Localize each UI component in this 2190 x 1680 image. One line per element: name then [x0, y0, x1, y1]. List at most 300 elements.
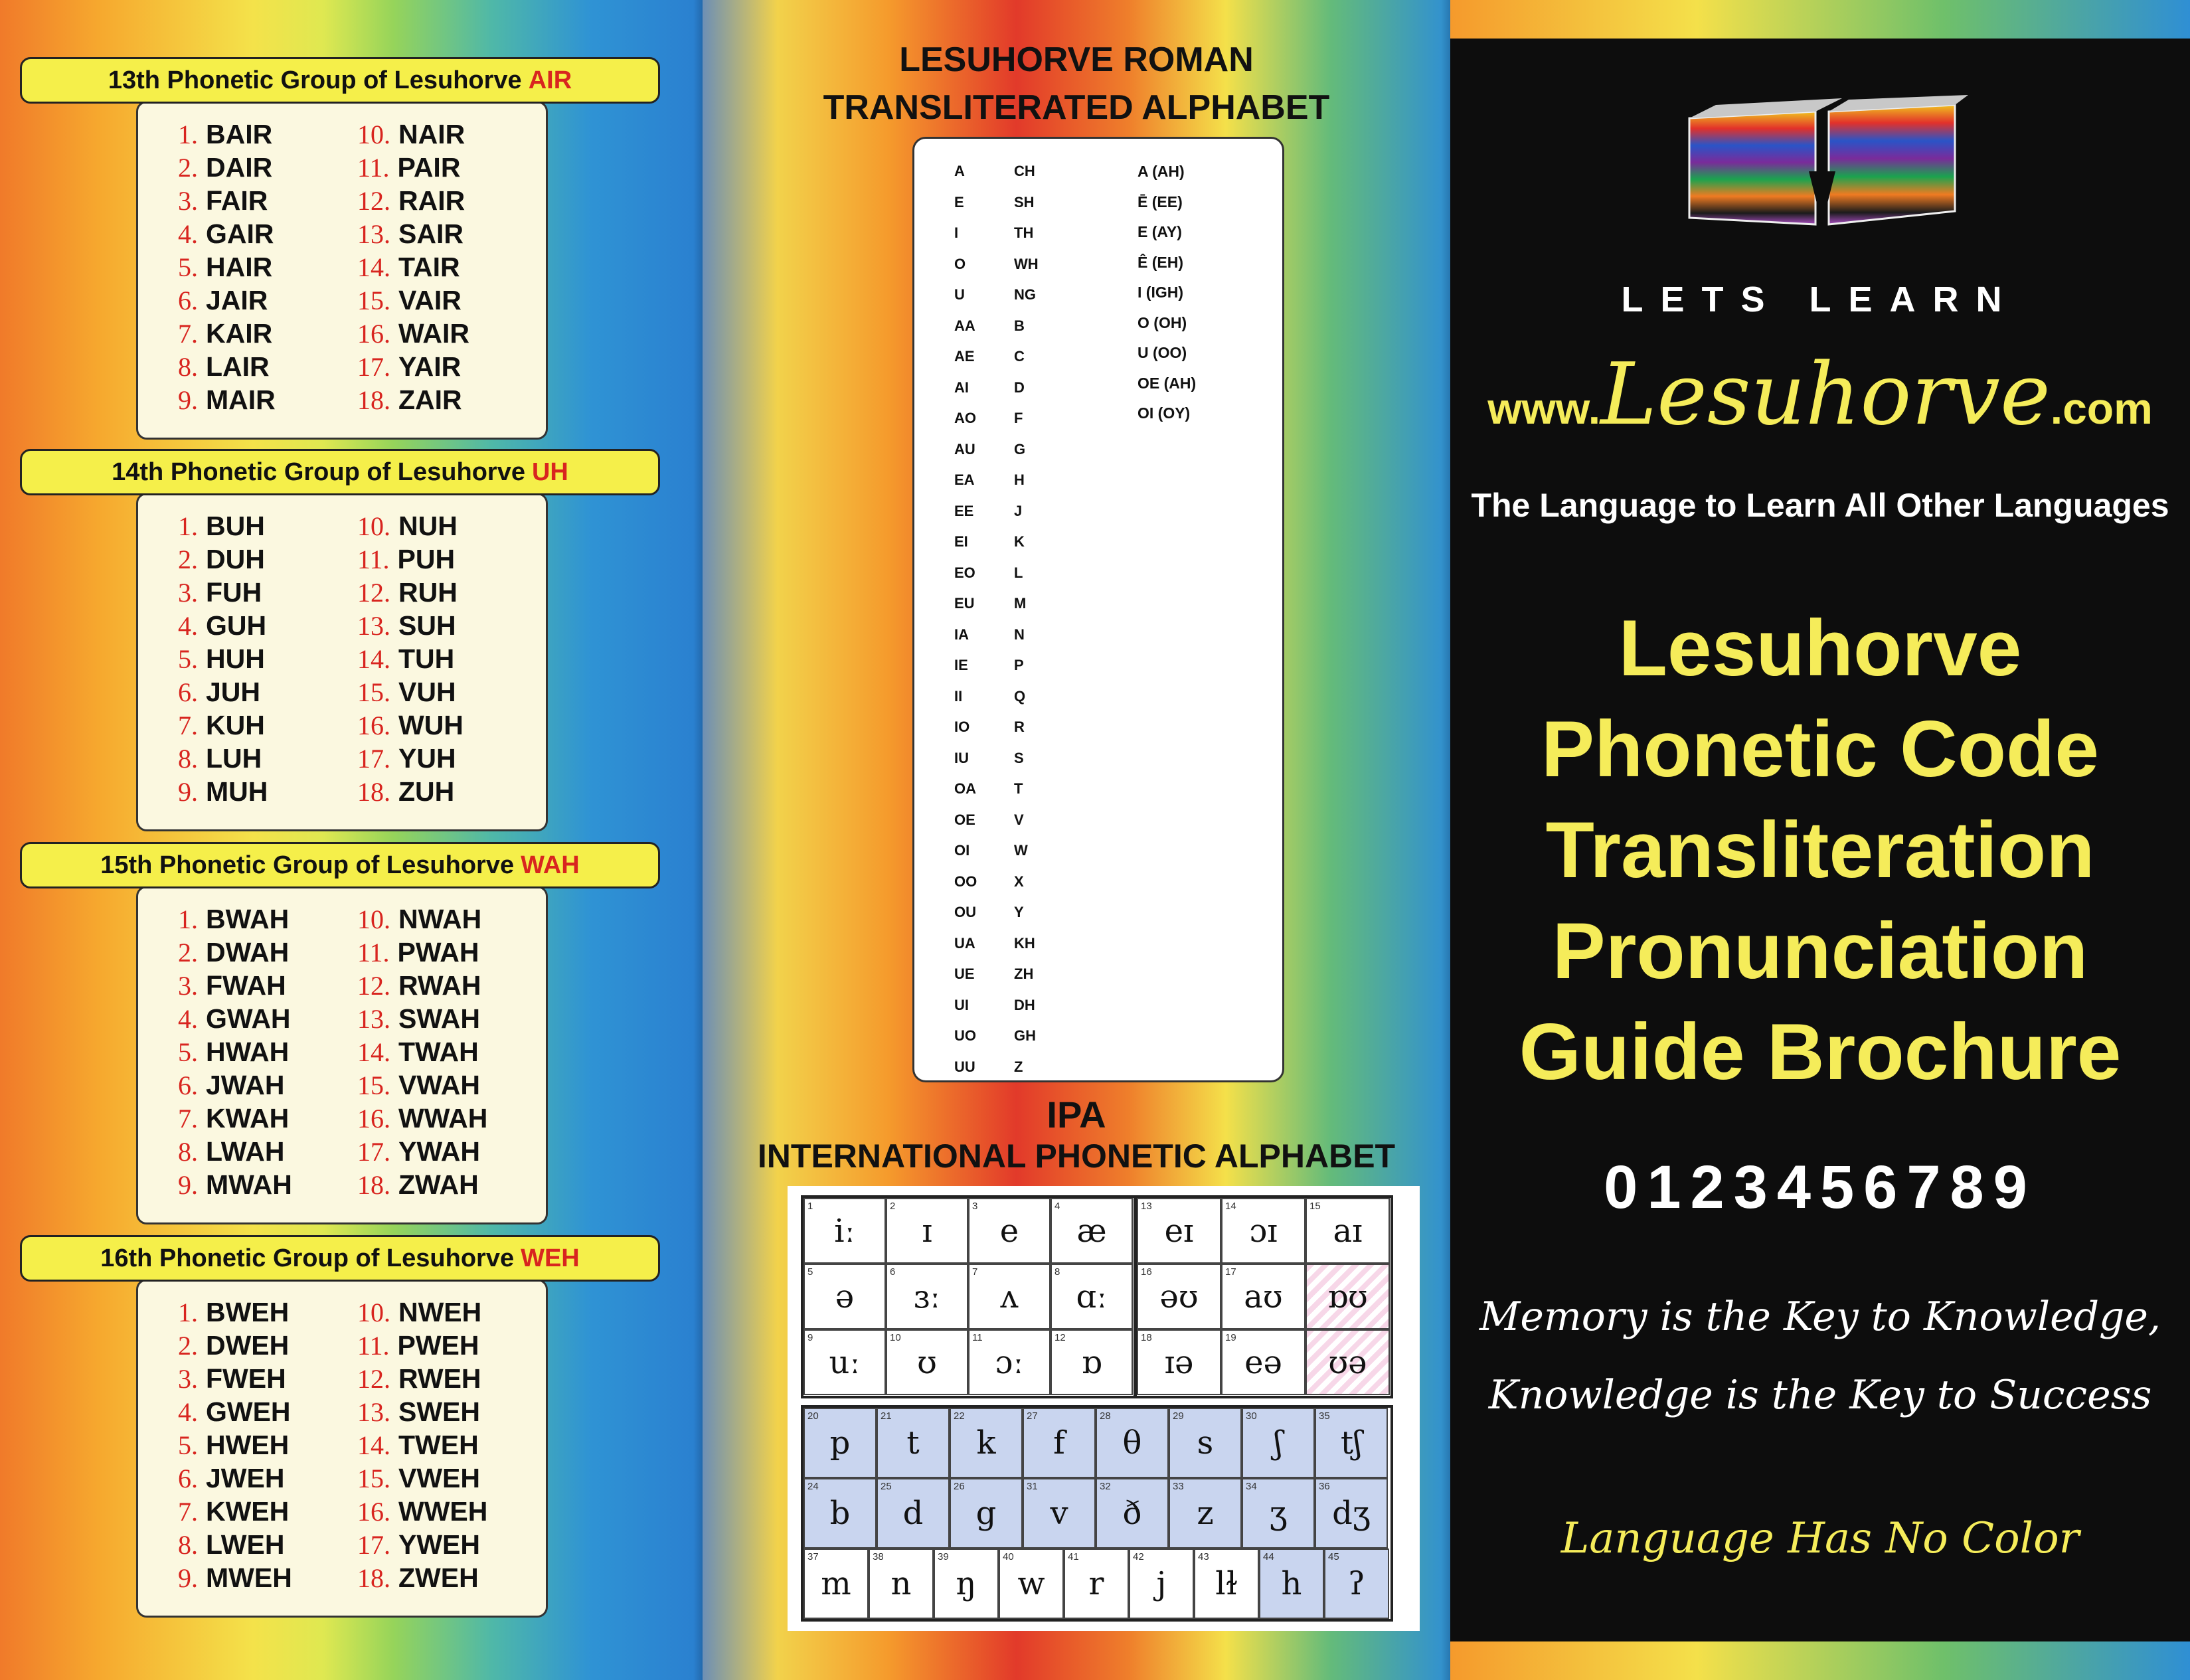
- alphabet-letter: OO: [954, 873, 977, 890]
- ipa-cell: [1137, 1198, 1221, 1264]
- ipa-cell: [1064, 1549, 1129, 1619]
- site-suffix: .com: [2050, 384, 2153, 433]
- list-item: [178, 118, 276, 151]
- item-number: 13.: [357, 611, 390, 641]
- ipa-cell-number: 41: [1068, 1551, 1079, 1562]
- ipa-cell: [1324, 1549, 1389, 1619]
- ipa-cell-number: 36: [1319, 1481, 1330, 1492]
- ipa-symbol: ʊə: [1328, 1343, 1367, 1381]
- ipa-cell: [1137, 1264, 1221, 1329]
- item-number: 15.: [357, 1464, 390, 1493]
- list-item: [178, 217, 276, 250]
- alphabet-letter: Q: [1014, 687, 1026, 705]
- ipa-cell: [950, 1408, 1023, 1478]
- item-word: YUH: [398, 743, 456, 774]
- list-item: [357, 1528, 487, 1561]
- brochure-title-line: Pronunciation: [1552, 906, 2088, 995]
- ipa-cell-number: 35: [1319, 1410, 1330, 1422]
- ipa-cell: [934, 1549, 999, 1619]
- list-item: [357, 642, 463, 675]
- item-number: 11.: [357, 545, 390, 574]
- item-word: PWAH: [397, 937, 479, 967]
- item-number: 14.: [357, 252, 390, 282]
- item-word: SUH: [398, 610, 456, 641]
- item-number: 3.: [178, 1364, 198, 1394]
- list-item: [178, 1495, 292, 1528]
- ipa-cell: [1315, 1478, 1388, 1549]
- list-item: [178, 936, 292, 969]
- alphabet-letter: S: [1014, 749, 1024, 766]
- list-item: [178, 1068, 292, 1102]
- item-number: 5.: [178, 1037, 198, 1067]
- item-number: 14.: [357, 1430, 390, 1460]
- alphabet-letter: IE: [954, 657, 968, 673]
- ipa-symbol: b: [829, 1495, 851, 1532]
- ipa-symbol: z: [1197, 1495, 1214, 1532]
- ipa-cell-number: 31: [1027, 1481, 1038, 1492]
- list-item: [178, 1528, 292, 1561]
- ipa-cell: [999, 1549, 1064, 1619]
- list-item: [178, 1561, 292, 1594]
- ipa-symbol: θ: [1122, 1424, 1142, 1462]
- ipa-symbol: aʊ: [1244, 1278, 1283, 1315]
- alphabet-letter: IO: [954, 718, 970, 735]
- list-item: [357, 576, 463, 609]
- item-number: 5.: [178, 1430, 198, 1460]
- ipa-cell: [950, 1478, 1023, 1549]
- ipa-symbol: eə: [1244, 1343, 1282, 1381]
- ipa-cell-number: 45: [1328, 1551, 1339, 1562]
- ipa-cell-number: 32: [1100, 1481, 1111, 1492]
- ipa-cell-number: 18: [1141, 1332, 1152, 1343]
- rainbow-strip-bottom: [1450, 1641, 2190, 1680]
- alphabet-box: [912, 137, 1284, 1082]
- item-number: 8.: [178, 744, 198, 774]
- alphabet-letter: ZH: [1014, 966, 1034, 982]
- ipa-symbol: ɜː: [913, 1278, 941, 1315]
- list-item: [357, 902, 487, 936]
- list-item: [357, 1135, 487, 1168]
- list-item: [357, 184, 469, 217]
- item-word: NAIR: [398, 119, 465, 149]
- group-word-list: [136, 493, 548, 831]
- alphabet-letter: D: [1014, 378, 1025, 396]
- item-word: WWAH: [398, 1103, 488, 1134]
- ipa-symbol: v: [1050, 1495, 1068, 1532]
- ipa-cell: [1194, 1549, 1259, 1619]
- item-word: BAIR: [206, 119, 273, 149]
- ipa-symbol: ʃ: [1274, 1424, 1283, 1462]
- ipa-symbol: ɪ: [922, 1212, 932, 1250]
- ipa-cell: [1315, 1408, 1388, 1478]
- motto-line1: Memory is the Key to Knowledge,: [1479, 1294, 2161, 1340]
- alphabet-letter: M: [1014, 595, 1027, 612]
- item-number: 18.: [357, 1170, 390, 1200]
- item-word: BUH: [206, 511, 265, 541]
- ipa-symbol: ð: [1122, 1495, 1142, 1532]
- alphabet-letter: E (AY): [1137, 223, 1182, 240]
- ipa-cell: [968, 1329, 1051, 1395]
- item-number: 9.: [178, 777, 198, 807]
- ipa-chart: [788, 1186, 1420, 1631]
- ipa-cell-number: 11: [972, 1332, 983, 1343]
- list-item: [357, 317, 469, 350]
- item-number: 16.: [357, 1497, 390, 1527]
- ipa-cell-number: 17: [1225, 1266, 1236, 1278]
- item-number: 18.: [357, 385, 390, 415]
- brochure-title-line: Guide Brochure: [1519, 1007, 2122, 1096]
- ipa-cell-number: 19: [1225, 1332, 1236, 1343]
- item-word: BWAH: [206, 904, 290, 934]
- group-column-1: [178, 118, 276, 416]
- alphabet-letter: EA: [954, 471, 975, 488]
- item-word: DAIR: [206, 152, 273, 183]
- group-title-text: 16th Phonetic Group of Lesuhorve: [100, 1244, 515, 1272]
- ipa-cell: [803, 1198, 886, 1264]
- item-word: RWAH: [398, 970, 481, 1001]
- rainbow-strip-top: [1450, 0, 2190, 39]
- ipa-diphthongs-grid: [1134, 1195, 1393, 1398]
- item-number: 12.: [357, 971, 390, 1001]
- ipa-symbol: p: [829, 1424, 851, 1462]
- list-item: [178, 509, 268, 543]
- item-number: 7.: [178, 1497, 198, 1527]
- group-title: [20, 449, 660, 495]
- list-item: [357, 775, 463, 808]
- alphabet-letter: OE: [954, 811, 975, 828]
- item-number: 6.: [178, 677, 198, 707]
- ipa-symbol: ʊ: [917, 1343, 937, 1381]
- item-number: 3.: [178, 578, 198, 608]
- item-number: 11.: [357, 1331, 390, 1361]
- ipa-cell: [1051, 1264, 1133, 1329]
- item-number: 11.: [357, 153, 390, 183]
- group-title-highlight: UH: [531, 458, 568, 486]
- alphabet-letter: C: [1014, 348, 1025, 365]
- ipa-symbol: aɪ: [1333, 1212, 1363, 1250]
- item-word: VWEH: [398, 1463, 480, 1493]
- alphabet-letter: J: [1014, 502, 1023, 519]
- ipa-cell-number: 28: [1100, 1410, 1111, 1422]
- item-number: 1.: [178, 904, 198, 934]
- ipa-symbol: æ: [1076, 1212, 1107, 1250]
- item-number: 13.: [357, 1004, 390, 1034]
- ipa-symbol: ə: [835, 1278, 855, 1315]
- item-word: KUH: [206, 710, 265, 740]
- ipa-cell: [1221, 1198, 1306, 1264]
- alphabet-letter: UI: [954, 996, 969, 1013]
- list-item: [178, 350, 276, 383]
- item-number: 10.: [357, 1298, 390, 1327]
- alphabet-letter: Ê (EH): [1137, 253, 1183, 271]
- item-word: YWEH: [398, 1529, 480, 1560]
- alphabet-letter: F: [1014, 410, 1023, 426]
- alphabet-letter: UO: [954, 1027, 976, 1044]
- list-item: [178, 742, 268, 775]
- ipa-cell-number: 38: [873, 1551, 884, 1562]
- item-word: MAIR: [206, 384, 276, 415]
- alphabet-letter: O (OH): [1137, 313, 1187, 331]
- item-word: JUH: [206, 677, 261, 707]
- item-word: PAIR: [397, 152, 461, 183]
- ipa-symbol: n: [890, 1565, 912, 1602]
- alphabet-letter: G: [1014, 440, 1026, 458]
- ipa-cell: [869, 1549, 934, 1619]
- ipa-cell: [803, 1329, 886, 1395]
- list-item: [178, 709, 268, 742]
- ipa-cell: [1169, 1408, 1242, 1478]
- item-word: MWAH: [206, 1169, 292, 1200]
- item-number: 2.: [178, 1331, 198, 1361]
- list-item: [178, 1168, 292, 1201]
- item-number: 12.: [357, 578, 390, 608]
- alphabet-letter: W: [1014, 842, 1028, 859]
- ipa-cell: [803, 1478, 877, 1549]
- item-number: 1.: [178, 1298, 198, 1327]
- list-item: [357, 1035, 487, 1068]
- ipa-symbol: s: [1197, 1424, 1214, 1462]
- ipa-cell: [968, 1198, 1051, 1264]
- item-number: 17.: [357, 744, 390, 774]
- alphabet-letter: OU: [954, 904, 976, 920]
- ipa-symbol: m: [821, 1565, 851, 1602]
- ipa-cell: [1306, 1264, 1390, 1329]
- item-number: 16.: [357, 1104, 390, 1134]
- item-number: 1.: [178, 511, 198, 541]
- group-column-2: [357, 509, 463, 808]
- alphabet-consonants-column: [1014, 156, 1039, 1082]
- item-number: 2.: [178, 153, 198, 183]
- list-item: [357, 742, 463, 775]
- ipa-symbol: ʒ: [1269, 1495, 1288, 1532]
- ipa-symbol: w: [1017, 1565, 1045, 1602]
- alphabet-letter: GH: [1014, 1027, 1036, 1044]
- ipa-symbol: ʔ: [1348, 1565, 1365, 1602]
- ipa-cell-number: 7: [972, 1266, 978, 1278]
- ipa-cell-number: 25: [881, 1481, 892, 1492]
- item-word: KAIR: [206, 318, 273, 349]
- item-number: 14.: [357, 644, 390, 674]
- alphabet-letter: Ē (EE): [1137, 193, 1183, 210]
- ipa-cell-number: 42: [1133, 1551, 1144, 1562]
- ipa-symbol: g: [975, 1495, 997, 1532]
- item-number: 8.: [178, 1530, 198, 1560]
- item-word: RUH: [398, 577, 458, 608]
- list-item: [357, 1395, 487, 1428]
- ipa-cell-number: 40: [1003, 1551, 1014, 1562]
- ipa-cell: [1096, 1408, 1169, 1478]
- item-word: HAIR: [206, 252, 273, 282]
- item-word: DWEH: [206, 1330, 290, 1361]
- ipa-cell: [886, 1198, 968, 1264]
- ipa-cell: [1259, 1549, 1324, 1619]
- ipa-symbol: ɔː: [995, 1343, 1024, 1381]
- item-number: 3.: [178, 971, 198, 1001]
- list-item: [357, 1428, 487, 1462]
- alphabet-letter: L: [1014, 564, 1023, 581]
- alphabet-letter: Y: [1014, 904, 1024, 920]
- ipa-cell-number: 43: [1198, 1551, 1209, 1562]
- item-number: 13.: [357, 1397, 390, 1427]
- item-word: GWAH: [206, 1003, 291, 1034]
- group-column-2: [357, 118, 469, 416]
- list-item: [178, 1002, 292, 1035]
- brochure-title-line: Phonetic Code: [1541, 705, 2100, 794]
- ipa-symbol: ɔɪ: [1249, 1212, 1278, 1250]
- ipa-cell: [886, 1329, 968, 1395]
- item-number: 7.: [178, 1104, 198, 1134]
- item-number: 5.: [178, 252, 198, 282]
- item-word: WUH: [398, 710, 463, 740]
- alphabet-letter: U (OO): [1137, 344, 1187, 361]
- ipa-cell: [1096, 1478, 1169, 1549]
- alphabet-letter: OI (OY): [1137, 404, 1191, 422]
- item-number: 10.: [357, 511, 390, 541]
- alphabet-letter: KH: [1014, 934, 1035, 952]
- alphabet-letter: OA: [954, 780, 976, 797]
- alphabet-letter: IU: [954, 749, 969, 766]
- ipa-cell: [1221, 1329, 1306, 1395]
- website-url[interactable]: [1450, 345, 2190, 444]
- item-number: 3.: [178, 186, 198, 216]
- ipa-cell-number: 1: [807, 1201, 813, 1212]
- group-title: [20, 842, 660, 888]
- alphabet-letter: N: [1014, 626, 1025, 643]
- ipa-cell: [1023, 1478, 1096, 1549]
- group-column-2: [357, 1296, 487, 1594]
- item-number: 1.: [178, 120, 198, 149]
- list-item: [357, 1002, 487, 1035]
- item-number: 15.: [357, 1070, 390, 1100]
- item-number: 7.: [178, 319, 198, 349]
- item-word: VUH: [398, 677, 456, 707]
- ipa-cell-number: 27: [1027, 1410, 1038, 1422]
- item-word: ZUH: [398, 776, 455, 807]
- ipa-cell-number: 6: [890, 1266, 896, 1278]
- item-word: LAIR: [206, 351, 270, 382]
- list-item: [178, 317, 276, 350]
- ipa-cell: [1023, 1408, 1096, 1478]
- item-word: NWEH: [398, 1297, 482, 1327]
- ipa-symbol: uː: [829, 1343, 861, 1381]
- ipa-symbol: e: [999, 1212, 1019, 1250]
- ipa-cell: [1306, 1329, 1390, 1395]
- ipa-cell-number: 14: [1225, 1201, 1236, 1212]
- item-word: JWEH: [206, 1463, 285, 1493]
- list-item: [357, 675, 463, 709]
- ipa-symbol: lɫ: [1215, 1565, 1238, 1602]
- alphabet-letter: B: [1014, 317, 1025, 334]
- list-item: [357, 1068, 487, 1102]
- group-title-text: 14th Phonetic Group of Lesuhorve: [112, 458, 525, 486]
- list-item: [178, 1035, 292, 1068]
- list-item: [178, 969, 292, 1002]
- list-item: [178, 1135, 292, 1168]
- alphabet-letter: DH: [1014, 996, 1035, 1013]
- group-title-highlight: WAH: [521, 851, 580, 879]
- ipa-cell: [1169, 1478, 1242, 1549]
- item-number: 2.: [178, 938, 198, 967]
- ipa-cell: [803, 1549, 869, 1619]
- item-word: SAIR: [398, 218, 463, 249]
- item-word: WAIR: [398, 318, 470, 349]
- item-word: MUH: [206, 776, 268, 807]
- group-column-1: [178, 1296, 292, 1594]
- alphabet-letter: U: [954, 286, 965, 303]
- item-word: FWAH: [206, 970, 286, 1001]
- alphabet-letter: AU: [954, 440, 975, 458]
- list-item: [357, 217, 469, 250]
- item-number: 11.: [357, 938, 390, 967]
- ipa-symbol: dʒ: [1332, 1495, 1371, 1532]
- item-word: KWAH: [206, 1103, 290, 1134]
- alphabet-letter: V: [1014, 811, 1024, 828]
- list-item: [357, 118, 469, 151]
- alphabet-letter: II: [954, 687, 963, 705]
- item-word: TWEH: [398, 1430, 479, 1460]
- alphabet-letter: OI: [954, 842, 970, 859]
- list-item: [178, 1462, 292, 1495]
- ipa-cell-number: 21: [881, 1410, 892, 1422]
- ipa-cell-number: 22: [954, 1410, 965, 1422]
- alphabet-vowels-column: [954, 156, 977, 1082]
- item-number: 12.: [357, 1364, 390, 1394]
- list-item: [178, 1428, 292, 1462]
- alphabet-letter: AE: [954, 348, 975, 365]
- item-number: 18.: [357, 777, 390, 807]
- alphabet-letter: X: [1014, 873, 1024, 890]
- item-word: MWEH: [206, 1562, 292, 1593]
- ipa-cell: [1129, 1549, 1194, 1619]
- item-word: DUH: [206, 544, 265, 574]
- list-item: [357, 1102, 487, 1135]
- ipa-cell-number: 12: [1054, 1332, 1066, 1343]
- item-word: YWAH: [398, 1136, 480, 1167]
- list-item: [357, 1495, 487, 1528]
- item-word: PUH: [397, 544, 456, 574]
- ipa-symbol: k: [976, 1424, 996, 1462]
- item-number: 10.: [357, 904, 390, 934]
- list-item: [357, 1362, 487, 1395]
- group-column-1: [178, 509, 268, 808]
- alphabet-letter: A: [954, 163, 965, 179]
- alphabet-letter: SH: [1014, 193, 1035, 210]
- ipa-cell: [803, 1408, 877, 1478]
- ipa-cell-number: 33: [1173, 1481, 1184, 1492]
- alphabet-letter: EO: [954, 564, 975, 581]
- ipa-symbol: iː: [834, 1212, 855, 1250]
- list-item: [357, 383, 469, 416]
- item-number: 6.: [178, 286, 198, 315]
- list-item: [357, 936, 487, 969]
- item-number: 9.: [178, 1170, 198, 1200]
- alphabet-letter: R: [1014, 718, 1025, 735]
- group-word-list: [136, 886, 548, 1224]
- item-word: GWEH: [206, 1396, 291, 1427]
- alphabet-letter: Z: [1014, 1058, 1023, 1075]
- group-word-list: [136, 1279, 548, 1618]
- item-number: 18.: [357, 1563, 390, 1593]
- ipa-symbol: d: [902, 1495, 924, 1532]
- group-title-text: 13th Phonetic Group of Lesuhorve: [108, 66, 522, 94]
- item-word: SWAH: [398, 1003, 480, 1034]
- item-number: 17.: [357, 1137, 390, 1167]
- item-number: 4.: [178, 1004, 198, 1034]
- list-item: [357, 709, 463, 742]
- alphabet-sounds-column: [1137, 156, 1196, 428]
- left-panel: [0, 0, 703, 1680]
- ipa-cell: [1306, 1198, 1390, 1264]
